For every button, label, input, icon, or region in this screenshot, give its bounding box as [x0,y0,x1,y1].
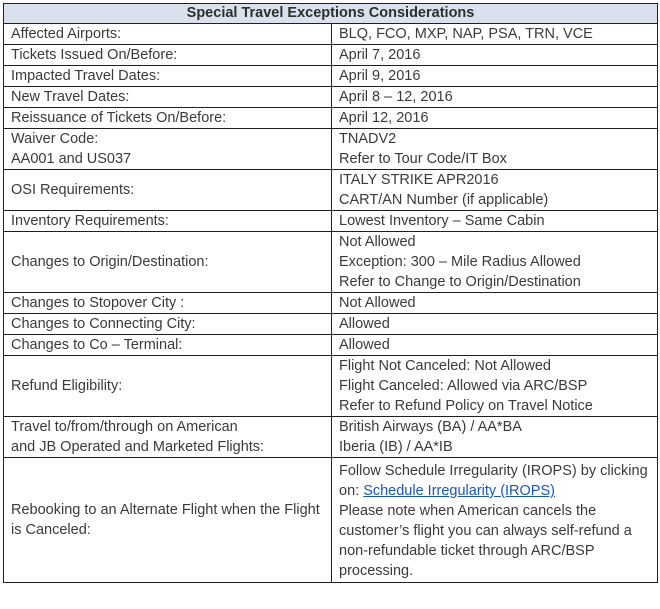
row-label-line: Reissuance of Tickets On/Before: [11,110,227,126]
row-value-line: April 8 – 12, 2016 [339,89,453,105]
exceptions-table-container [3,3,657,583]
row-label-line: Impacted Travel Dates: [11,68,161,84]
row-label [4,335,332,356]
row-label-line: Waiver Code: [11,131,99,147]
row-label [4,170,332,211]
row-value [332,87,658,108]
table-row [4,211,658,232]
row-value [332,356,658,417]
row-label-line: Changes to Co – Terminal: [11,337,183,353]
row-value [332,108,658,129]
row-label-line: Changes to Stopover City : [11,295,185,311]
row-value-note: Please note when American cancels the customer’s flight you can always self-refund a non-refundable ticket through ARC/BSP processing. [339,503,632,579]
row-value [332,45,658,66]
row-label [4,24,332,45]
table-row [4,458,658,583]
row-label-line: Affected Airports: [11,26,122,42]
table-row [4,24,658,45]
row-value-line: Exception: 300 – Mile Radius Allowed [339,254,581,270]
table-row [4,293,658,314]
table-header-row [4,4,658,24]
table-row [4,335,658,356]
row-label-line: Inventory Requirements: [11,213,169,229]
row-value-line: Lowest Inventory – Same Cabin [339,213,545,229]
row-value-line: Allowed [339,337,390,353]
row-value-line: Refer to Tour Code/IT Box [339,151,507,167]
row-value [332,417,658,458]
row-value-line: Flight Canceled: Allowed via ARC/BSP [339,378,588,394]
row-label-line: Changes to Origin/Destination: [11,254,209,270]
row-value [332,293,658,314]
row-label [4,314,332,335]
row-label-line: Travel to/from/through on American [11,419,238,435]
row-value-line: Allowed [339,316,390,332]
row-value-intro: Follow Schedule Irregularity (IROPS) by clicking on: [339,463,648,499]
row-value-line: Refer to Refund Policy on Travel Notice [339,398,593,414]
row-value-line: British Airways (BA) / AA*BA [339,419,522,435]
table-body [4,24,658,458]
row-label-line: and JB Operated and Marketed Flights: [11,439,265,455]
table-row [4,66,658,87]
row-value-line: Refer to Change to Origin/Destination [339,274,581,290]
table-row [4,232,658,293]
table-row [4,314,658,335]
row-label [4,87,332,108]
row-value [332,314,658,335]
row-label [4,356,332,417]
row-value [332,24,658,45]
row-label [4,293,332,314]
row-label [4,417,332,458]
row-value-line: April 7, 2016 [339,47,421,63]
irops-link[interactable]: Schedule Irregularity (IROPS) [363,483,555,499]
row-label-text: Rebooking to an Alternate Flight when the Flight is Canceled: [11,502,320,538]
row-value-line: BLQ, FCO, MXP, NAP, PSA, TRN, VCE [339,26,593,42]
row-value [332,129,658,170]
row-label-line: New Travel Dates: [11,89,130,105]
row-value [332,170,658,211]
row-label [4,211,332,232]
table-row [4,45,658,66]
row-label-line: Refund Eligibility: [11,378,123,394]
row-value-line: CART/AN Number (if applicable) [339,192,549,208]
row-label-line: Changes to Connecting City: [11,316,196,332]
row-value-line: Not Allowed [339,234,416,250]
table-row [4,87,658,108]
row-value-line: TNADV2 [339,131,397,147]
row-label [4,66,332,87]
row-value [332,66,658,87]
row-label-line: OSI Requirements: [11,182,135,198]
row-label [4,45,332,66]
row-value [332,458,658,583]
row-value-line: April 9, 2016 [339,68,421,84]
row-label-line: AA001 and US037 [11,151,132,167]
table-title: Special Travel Exceptions Considerations [4,4,658,24]
row-value-line: Flight Not Canceled: Not Allowed [339,358,551,374]
table-row [4,170,658,211]
row-value-line: April 12, 2016 [339,110,429,126]
exceptions-table [3,3,658,583]
row-label [4,108,332,129]
row-label [4,129,332,170]
row-value [332,211,658,232]
row-value [332,335,658,356]
row-value-line: ITALY STRIKE APR2016 [339,172,499,188]
table-row [4,129,658,170]
table-row [4,108,658,129]
row-label [4,458,332,583]
row-value-line: Iberia (IB) / AA*IB [339,439,453,455]
row-value-line: Not Allowed [339,295,416,311]
table-row [4,417,658,458]
row-label [4,232,332,293]
row-label-line: Tickets Issued On/Before: [11,47,178,63]
row-value [332,232,658,293]
table-row [4,356,658,417]
